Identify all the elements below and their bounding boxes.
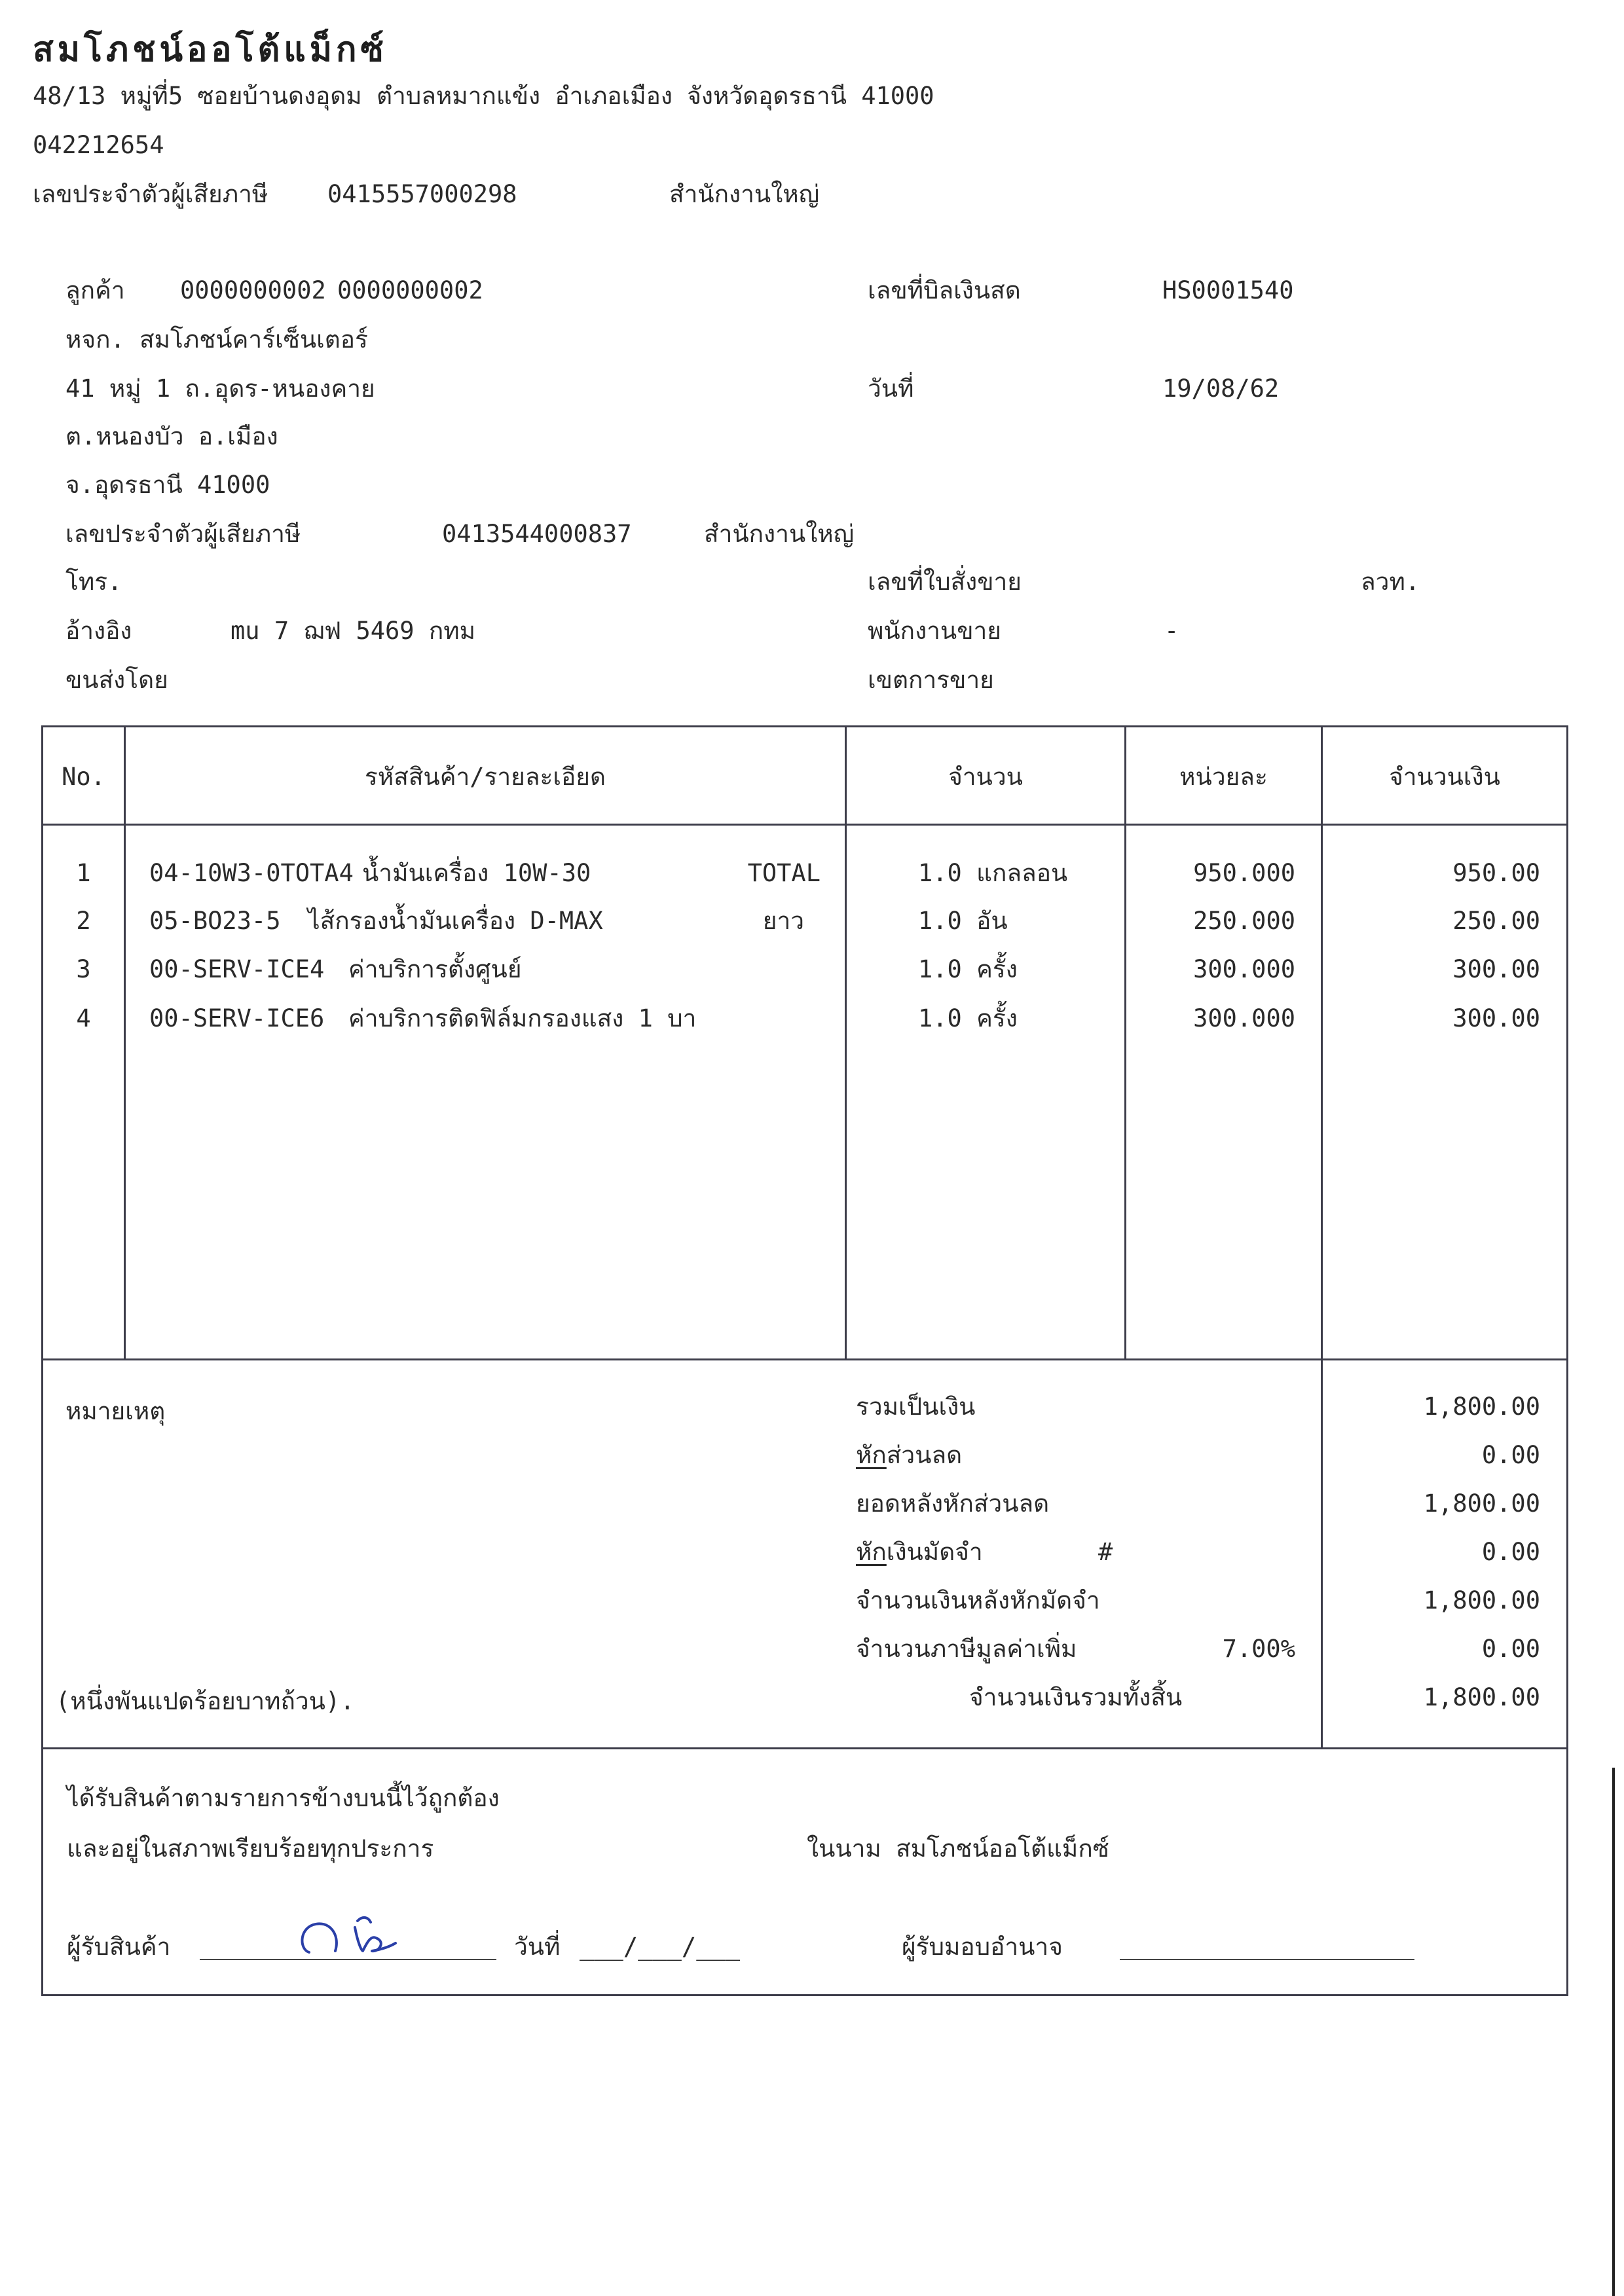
subtotal-value: 1,800.00 <box>1423 1393 1540 1421</box>
row-1-no: 1 <box>76 859 91 887</box>
row-1-extra: TOTAL <box>747 859 821 887</box>
after-discount-value: 1,800.00 <box>1423 1489 1540 1518</box>
customer-taxid-label: เลขประจำตัวผู้เสียภาษี <box>65 520 301 548</box>
discount-value: 0.00 <box>1481 1441 1540 1469</box>
subtotal-label: รวมเป็นเงิน <box>856 1393 976 1421</box>
discount-label-text: ส่วนลด <box>886 1441 963 1469</box>
col-divider-4 <box>1321 725 1323 1360</box>
header-description: รหัสสินค้า/รายละเอียด <box>365 763 606 791</box>
col-divider-1 <box>124 725 126 1360</box>
salesperson-label: พนักงานขาย <box>868 617 1001 645</box>
authorized-label: ผู้รับมอบอำนาจ <box>902 1933 1063 1961</box>
receive-date-slot: ___/___/___ <box>580 1933 741 1961</box>
after-deposit-value: 1,800.00 <box>1423 1586 1540 1614</box>
bill-number-label: เลขที่บิลเงินสด <box>868 276 1021 304</box>
row-2-description: ไส้กรองน้ำมันเครื่อง D-MAX <box>308 907 603 935</box>
row-2-no: 2 <box>76 907 91 935</box>
deposit-hash: # <box>1098 1538 1113 1566</box>
after-deposit-label: จำนวนเงินหลังหักมัดจำ <box>856 1586 1100 1614</box>
company-branch: สำนักงานใหญ่ <box>669 180 820 208</box>
authorized-signature-line <box>1120 1959 1414 1960</box>
row-4-no: 4 <box>76 1004 91 1032</box>
row-1-unit-price: 950.000 <box>1193 859 1295 887</box>
scan-edge <box>1612 1768 1615 2296</box>
customer-code-2: 0000000002 <box>337 276 483 304</box>
customer-label: ลูกค้า <box>65 276 125 304</box>
company-address: 48/13 หมู่ที่5 ซอยบ้านดงอุดม ตำบลหมากแข้ง อำเภอเมือง จังหวัดอุดรธานี 41000 <box>33 82 934 110</box>
after-discount-label: ยอดหลังหักส่วนลด <box>856 1489 1050 1518</box>
deposit-value: 0.00 <box>1481 1538 1540 1566</box>
row-2-code: 05-BO23-5 <box>149 907 281 935</box>
receiver-signature <box>295 1912 406 1961</box>
row-1-amount: 950.00 <box>1452 859 1540 887</box>
shipping-label: ขนส่งโดย <box>65 666 168 694</box>
bill-date: 19/08/62 <box>1162 374 1280 403</box>
sales-order-value: ลวท. <box>1361 568 1420 596</box>
row-1-quantity: 1.0 แกลลอน <box>918 859 1068 887</box>
grand-total-value: 1,800.00 <box>1423 1683 1540 1711</box>
discount-label-prefix: หัก <box>856 1441 887 1469</box>
row-3-no: 3 <box>76 955 91 983</box>
bill-number: HS0001540 <box>1162 276 1294 304</box>
remarks-label: หมายเหตุ <box>65 1397 166 1425</box>
vat-rate: 7.00% <box>1222 1635 1295 1663</box>
discount-label <box>856 1443 962 1467</box>
row-4-unit-price: 300.000 <box>1193 1004 1295 1032</box>
header-unit-price: หน่วยละ <box>1179 763 1268 791</box>
customer-address-line-3: จ.อุดรธานี 41000 <box>65 471 270 499</box>
company-taxid: 0415557000298 <box>327 180 517 208</box>
customer-address-line-2: ต.หนองบัว อ.เมือง <box>65 422 278 450</box>
row-4-code: 00-SERV-ICE6 <box>149 1004 325 1032</box>
col-divider-3 <box>1124 725 1126 1360</box>
received-line-2: และอยู่ในสภาพเรียบร้อยทุกประการ <box>67 1834 434 1863</box>
row-2-amount: 250.00 <box>1452 907 1540 935</box>
row-3-amount: 300.00 <box>1452 955 1540 983</box>
header-no: No. <box>62 763 105 791</box>
company-name: สมโภชน์ออโต้แม็กซ์ <box>33 29 388 69</box>
deposit-label <box>856 1540 983 1564</box>
row-4-description: ค่าบริการติดฟิล์มกรองแสง 1 บา <box>348 1004 697 1032</box>
row-2-quantity: 1.0 อัน <box>918 907 1008 935</box>
header-amount: จำนวนเงิน <box>1389 763 1500 791</box>
row-3-quantity: 1.0 ครั้ง <box>918 955 1018 983</box>
customer-phone-label: โทร. <box>65 568 122 596</box>
row-2-unit-price: 250.000 <box>1193 907 1295 935</box>
grand-total-label: จำนวนเงินรวมทั้งสิ้น <box>969 1683 1183 1711</box>
row-3-code: 00-SERV-ICE4 <box>149 955 325 983</box>
customer-branch: สำนักงานใหญ่ <box>704 520 855 548</box>
row-3-unit-price: 300.000 <box>1193 955 1295 983</box>
bill-date-label: วันที่ <box>868 374 914 403</box>
reference-value: mu 7 ฌฟ 5469 กทม <box>231 617 476 645</box>
customer-code-1: 0000000002 <box>180 276 326 304</box>
header-quantity: จำนวน <box>948 763 1023 791</box>
receiver-label: ผู้รับสินค้า <box>67 1933 171 1961</box>
salesperson-value: - <box>1164 617 1179 645</box>
table-header-divider <box>41 824 1568 826</box>
reference-label: อ้างอิง <box>65 617 132 645</box>
customer-address-line-1: 41 หมู่ 1 ถ.อุดร-หนองคาย <box>65 374 375 403</box>
row-3-description: ค่าบริการตั้งศูนย์ <box>348 955 522 983</box>
received-line-1: ได้รับสินค้าตามรายการข้างบนนี้ไว้ถูกต้อง <box>67 1784 500 1812</box>
row-1-description: น้ำมันเครื่อง 10W-30 <box>362 859 591 887</box>
items-table <box>41 725 1568 1360</box>
amount-in-words: (หนึ่งพันแปดร้อยบาทถ้วน). <box>56 1687 355 1715</box>
row-4-quantity: 1.0 ครั้ง <box>918 1004 1018 1032</box>
vat-label: จำนวนภาษีมูลค่าเพิ่ม <box>856 1635 1077 1663</box>
company-phone: 042212654 <box>33 131 164 159</box>
row-4-amount: 300.00 <box>1452 1004 1540 1032</box>
company-taxid-label: เลขประจำตัวผู้เสียภาษี <box>33 180 268 208</box>
row-1-code: 04-10W3-0TOTA4 <box>149 859 354 887</box>
row-2-extra: ยาว <box>762 907 804 935</box>
col-divider-2 <box>845 725 847 1360</box>
sales-area-label: เขตการขาย <box>868 666 994 694</box>
deposit-label-prefix: หัก <box>856 1538 887 1566</box>
deposit-label-text: เงินมัดจำ <box>886 1538 983 1566</box>
vat-value: 0.00 <box>1481 1635 1540 1663</box>
receive-date-label: วันที่ <box>514 1933 561 1961</box>
customer-taxid: 0413544000837 <box>442 520 632 548</box>
sales-order-label: เลขที่ใบสั่งขาย <box>868 568 1022 596</box>
customer-name: หจก. สมโภชน์คาร์เซ็นเตอร์ <box>65 325 368 354</box>
on-behalf-of: ในนาม สมโภชน์ออโต้แม็กซ์ <box>807 1834 1109 1863</box>
